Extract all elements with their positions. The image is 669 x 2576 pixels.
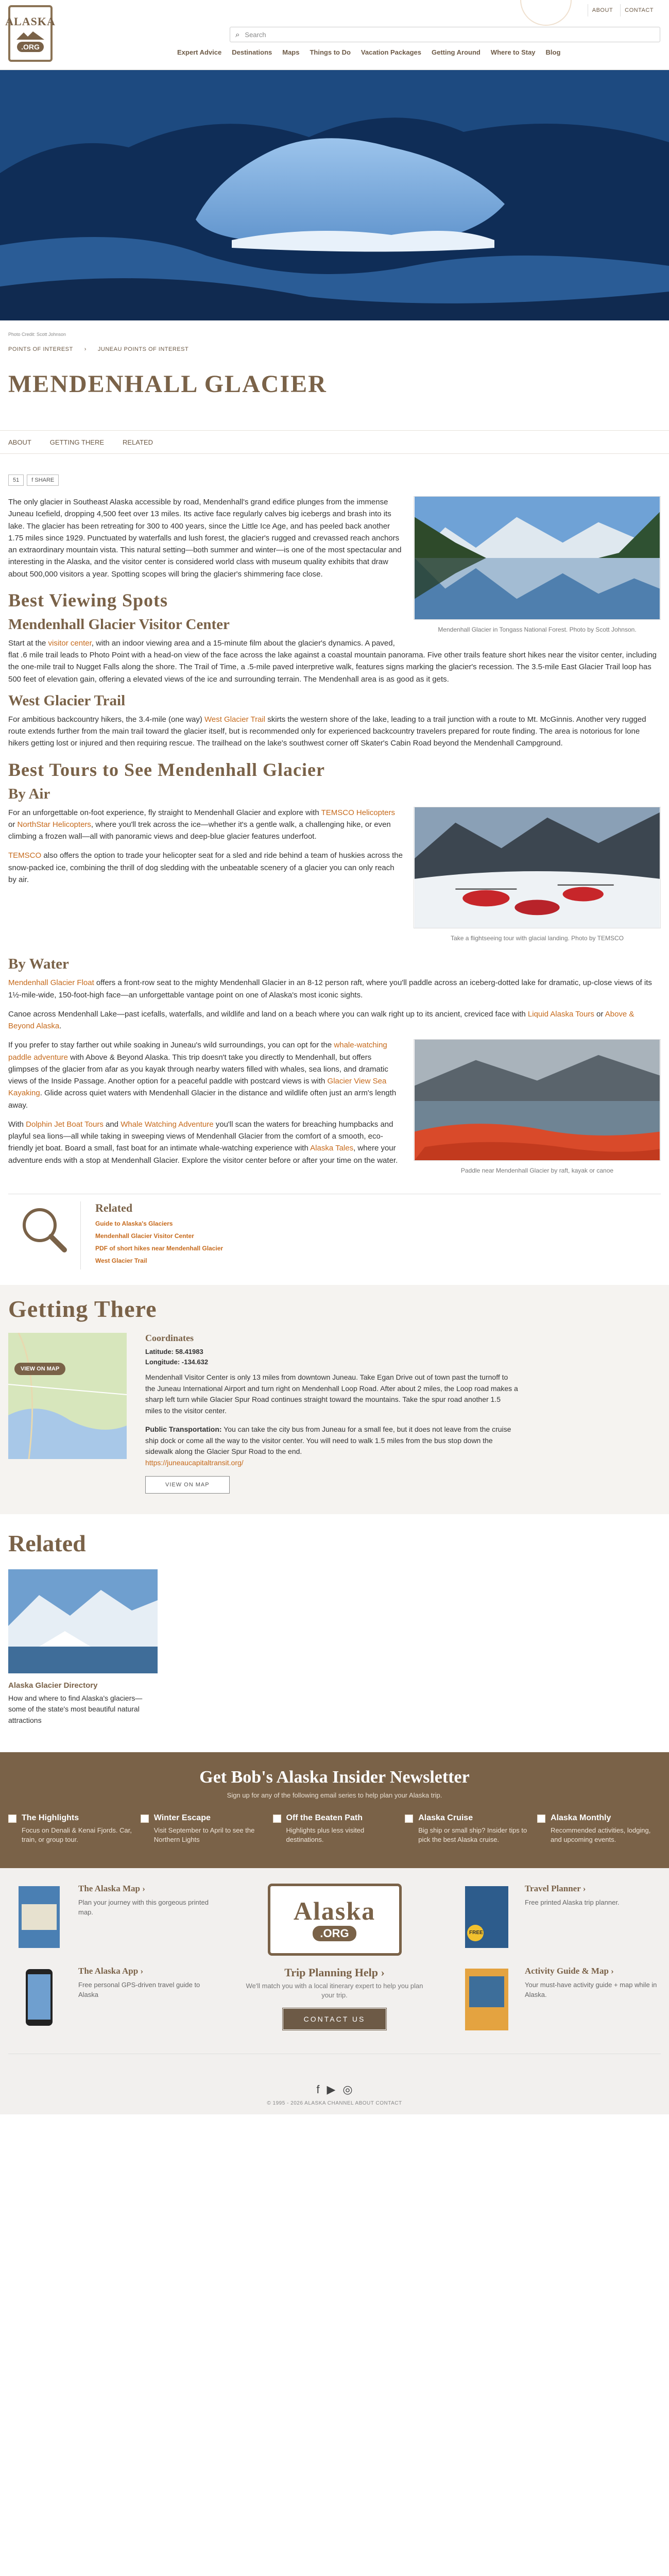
northstar-link[interactable]: NorthStar Helicopters [17, 820, 91, 829]
copyright: © 1995 - 2026 ALASKA CHANNEL ABOUT CONTACT [267, 2100, 402, 2107]
nav-where-to-stay[interactable]: Where to Stay [490, 48, 536, 56]
share-bar [0, 454, 669, 496]
mini-map[interactable] [8, 1333, 127, 1459]
facebook-icon[interactable]: f [316, 2083, 320, 2096]
logo-bottom: .ORG [17, 42, 44, 52]
footer-logo-bottom: .ORG [313, 1926, 356, 1941]
tours-heading: Best Tours to See Mendenhall Glacier [8, 759, 325, 780]
intro-paragraph: The only glacier in Southeast Alaska accessible by road, Mendenhall's grand edifice plunges from the immense Juneau Icefield, dropping 4,500 feet over 13 miles. Its active face regularly calves big icebergs and brash into its lake. The glacier has been retreating for 300 to 400 years, since the Little Ice Age, and has peeled back another 1.75 miles since 1929. Punctuated by waterfalls and lush forest, the glacier's rugged and crevassed reach anchors an extraordinary mountain vista. This natural setting—both summer and winter—is one of the most spectacular and interesting in the Alaska, and the visitor center is considered world class with museum quality exhibits that draw about 500,000 visitors a year. Spotting scopes will bring the glacier's shimmering face close. [8, 498, 402, 579]
text: or [594, 1009, 605, 1019]
app-title: The Alaska App › [78, 1966, 144, 1976]
site-logo[interactable] [5, 5, 56, 62]
footer-center [242, 1884, 427, 2048]
guide-text: Your must-have activity guide + map while in Alaska. [525, 1981, 657, 1998]
getting-there-title: Getting There [8, 1296, 157, 1323]
header-emblem [520, 0, 572, 26]
coordinates-title: Coordinates [145, 1333, 194, 1344]
footer-right [455, 1884, 661, 2048]
breadcrumb-points-of-interest[interactable]: POINTS OF INTEREST [8, 346, 73, 352]
facebook-icon: f [31, 477, 35, 483]
west-glacier-heading: West Glacier Trail [8, 692, 126, 709]
text: If you prefer to stay farther out while soaking in Juneau's wild surroundings, you can opt for the [8, 1041, 334, 1050]
main-nav [177, 48, 560, 56]
option-title: Alaska Cruise [418, 1813, 473, 1822]
planner-thumbnail [455, 1884, 517, 1951]
related-links [80, 1201, 223, 1269]
page-tabs [0, 430, 669, 454]
search-icon: ⌕ [235, 30, 240, 39]
site-footer [0, 1868, 669, 2114]
nav-blog[interactable]: Blog [545, 48, 561, 56]
related-link-hikes-pdf[interactable]: PDF of short hikes near Mendenhall Glacier [95, 1245, 224, 1252]
transit-directions [145, 1424, 518, 1469]
newsletter-option[interactable] [8, 1814, 132, 1844]
text: . [59, 1022, 62, 1031]
option-title: The Highlights [22, 1813, 79, 1822]
text: , with an indoor viewing area and a 15-minute film about the glacier's dynamics. A paved, flat .6 mile trail leads to Photo Point with a head-on view of the face across the lake against a coastal mountain panorama. Five other trails feature short hikes near the visitor center, including the one-mile trail to Nugget Falls along the shore. The Trail of Time, a .5-mile paved interpretive walk, features signs marking the glacier's recession. The 3.5-mile East Glacier Trail loop has 500 feet of elevation gain, offering a elevated views of the ice and surrounding terrain. The Mendenhall area is as good as it gets. [8, 638, 657, 684]
getting-there-text [127, 1333, 518, 1494]
temsco-link[interactable]: TEMSCO Helicopters [321, 808, 395, 817]
text: and [103, 1120, 121, 1129]
nav-getting-around[interactable]: Getting Around [432, 48, 481, 56]
coordinates [145, 1347, 518, 1367]
option-text: Big ship or small ship? Insider tips to pick the best Alaska cruise. [418, 1826, 527, 1843]
text: with Above & Beyond Alaska. This trip doesn't take you directly to Mendenhall, but offers glimpses of the glacier from afar as you kayak through nearby waters filled with whales, sea lions, and dramatic views of the Inside Passage. Another option for a peaceful paddle with postcard views is with [8, 1053, 388, 1086]
whale-watching-link[interactable]: Whale Watching Adventure [121, 1120, 214, 1129]
share-count: 51 [8, 474, 24, 486]
text: you'll scan the waters for breaching humpbacks and playful sea lions—all while taking in sweeping views of Mendenhall Glacier from the comfort of a smooth, eco-friendly jet boat. Board a small, fast boat for an intimate whale-watching experience with [8, 1120, 393, 1153]
water-paragraph-2 [8, 1008, 661, 1032]
footer-map-promo[interactable] [8, 1884, 214, 1951]
text: , where your adventure ends with a stop at Mendenhall Glacier. Explore the visitor center before or after your time on the water. [8, 1144, 398, 1165]
related-link-visitor-center[interactable]: Mendenhall Glacier Visitor Center [95, 1232, 194, 1240]
trip-text: We'll match you with a local itinerary expert to help you plan your trip. [246, 1982, 423, 1999]
text: Start at the [8, 638, 48, 648]
related-link-glaciers-guide[interactable]: Guide to Alaska's Glaciers [95, 1220, 173, 1228]
footer-logo-top: Alaska [293, 1896, 376, 1926]
related-box [8, 1194, 661, 1269]
contact-us-button[interactable]: CONTACT US [283, 2008, 387, 2030]
checkbox[interactable] [273, 1815, 281, 1823]
nav-things-to-do[interactable]: Things to Do [310, 48, 351, 56]
related-section [0, 1514, 669, 1752]
text: also offers the option to trade your helicopter seat for a sled and ride behind a team of huskies across the snow-packed ice, combining the thrill of dog sledding with the unbeatable scenery of a glacier you can only reach by air. [8, 851, 403, 884]
planner-text: Free printed Alaska trip planner. [525, 1899, 620, 1907]
glacier-figure [414, 496, 661, 637]
helicopter-photo [414, 807, 661, 928]
newsletter-section [0, 1752, 669, 1868]
tab-related[interactable]: RELATED [123, 438, 153, 446]
newsletter-option[interactable] [405, 1814, 528, 1844]
option-title: Winter Escape [153, 1813, 211, 1822]
article-body [0, 496, 669, 1269]
footer-app-promo[interactable] [8, 1966, 214, 2033]
map-view-button[interactable]: VIEW ON MAP [14, 1363, 65, 1375]
top-links [588, 4, 658, 16]
newsletter-option[interactable] [141, 1814, 264, 1844]
share-button[interactable] [27, 474, 59, 486]
option-title: Off the Beaten Path [286, 1813, 363, 1822]
glacier-float-link[interactable]: Mendenhall Glacier Float [8, 978, 94, 988]
text: skirts the western shore of the lake, leading to a trail junction with a route to Mt. McGinnis. Another very rugged route extends further from the main trail toward the glacier itself, but is recommended only for experienced backcountry travelers prepared for route finding. The area is notorious for lone hikers getting lost or injured and then requiring rescue. The trailhead on the lake's southwest corner off Skater's Cabin Road beyond the Mendenhall Campground. [8, 715, 646, 748]
option-title: Alaska Monthly [551, 1813, 611, 1822]
map-illustration [8, 1333, 127, 1459]
footer-logo[interactable] [268, 1884, 402, 1956]
free-badge: FREE [469, 1930, 483, 1936]
planner-title: Travel Planner › [525, 1884, 586, 1894]
helicopter-caption: Take a flightseeing tour with glacial landing. Photo by TEMSCO [451, 934, 624, 942]
newsletter-title: Get Bob's Alaska Insider Newsletter [199, 1767, 470, 1787]
glacier-view-kayak-link[interactable]: Glacier View Sea Kayaking [8, 1077, 387, 1098]
share-label: SHARE [35, 477, 55, 483]
nav-maps[interactable]: Maps [282, 48, 300, 56]
text: , where you'll trek across the ice—whether it's a gentle walk, a challenging hike, or even climbing a frozen wall—all with panoramic views and deep-blue glacier features underfoot. [8, 820, 391, 841]
glacier-lake-photo [414, 496, 661, 620]
trip-planning [242, 1966, 427, 2030]
dolphin-jet-link[interactable]: Dolphin Jet Boat Tours [26, 1120, 104, 1129]
nav-destinations[interactable]: Destinations [232, 48, 272, 56]
map-text: Plan your journey with this gorgeous printed map. [78, 1899, 209, 1916]
guide-thumbnail [455, 1966, 517, 2033]
site-header [0, 0, 669, 70]
related-card-text: How and where to find Alaska's glaciers— some of the state's most beautiful natural attractions [8, 1693, 143, 1724]
checkbox[interactable] [537, 1815, 545, 1823]
app-text: Free personal GPS-driven travel guide to Alaska [78, 1981, 200, 1998]
about-link[interactable]: ABOUT [588, 4, 617, 16]
viewing-heading: Best Viewing Spots [8, 589, 168, 611]
drive-directions: Mendenhall Visitor Center is only 13 miles from downtown Juneau. Take Egan Drive out of town past the turnoff to the Juneau International Airport and turn right on Mendenhall Loop Road. After about 2 miles, the Loop road makes a sharp left turn while Glacier Spur Road continues straight toward the mountains. Take the spur road another 1.5 miles to the visitor center. [145, 1373, 518, 1415]
checkbox[interactable] [405, 1815, 413, 1823]
hero-image [0, 70, 669, 320]
liquid-alaska-link[interactable]: Liquid Alaska Tours [527, 1009, 594, 1019]
latitude: Latitude: 58.41983 [145, 1348, 203, 1356]
newsletter-option[interactable] [273, 1814, 397, 1844]
text: For an unforgettable on-foot experience, fly straight to Mendenhall Glacier and explore with [8, 808, 321, 817]
nav-vacation-packages[interactable]: Vacation Packages [361, 48, 421, 56]
logo-top: ALASKA [5, 15, 56, 28]
above-beyond-link[interactable]: Above & Beyond Alaska [8, 1009, 634, 1031]
social-links [8, 2054, 661, 2100]
helicopter-figure [414, 807, 661, 946]
page-title: MENDENHALL GLACIER [8, 370, 327, 398]
glacier-directory-photo [8, 1569, 158, 1673]
breadcrumb-separator: › [84, 346, 87, 352]
transit-link[interactable]: https://juneaucapitaltransit.org/ [145, 1458, 244, 1467]
related-card-title: Alaska Glacier Directory [8, 1681, 98, 1690]
youtube-icon[interactable]: ▶ [327, 2083, 336, 2096]
checkbox[interactable] [141, 1815, 149, 1823]
logo-mountain-icon [16, 30, 44, 40]
visitor-center-link[interactable]: visitor center [48, 638, 92, 648]
text: For ambitious backcountry hikers, the 3.4-mile (one way) [8, 715, 204, 724]
nav-expert-advice[interactable]: Expert Advice [177, 48, 222, 56]
guide-title: Activity Guide & Map › [525, 1966, 614, 1976]
instagram-icon[interactable]: ◎ [342, 2083, 353, 2096]
text: With [8, 1120, 26, 1129]
search-input[interactable] [230, 27, 660, 42]
checkbox[interactable] [8, 1815, 16, 1823]
map-thumbnail [8, 1884, 70, 1951]
tab-getting-there[interactable]: GETTING THERE [49, 438, 105, 446]
related-card[interactable] [8, 1569, 158, 1726]
breadcrumb [0, 340, 669, 359]
visitor-center-heading: Mendenhall Glacier Visitor Center [8, 616, 230, 633]
newsletter-option[interactable] [537, 1814, 661, 1844]
option-text: Visit September to April to see the Northern Lights [153, 1826, 255, 1843]
water-paragraph-1 [8, 977, 661, 1001]
text: offers a front-row seat to the mighty Mendenhall Glacier in an 8-12 person raft, where you'll paddle across an iceberg-dotted lake for dramatic, up-close views of its 1½-mile-wide, 150-foot-high face—an unforgettable vantage point on one of Alaska's most iconic sights. [8, 978, 652, 999]
ice-cave-illustration [0, 70, 669, 320]
hero-photo-credit: Photo Credit: Scott Johnson [8, 332, 66, 337]
text: Canoe across Mendenhall Lake—past icefalls, waterfalls, and wildlife and land on a beach where you can walk right up to its ancient, creviced face with [8, 1009, 528, 1019]
contact-link[interactable]: CONTACT [620, 4, 658, 16]
raft-caption: Paddle near Mendenhall Glacier by raft, kayak or canoe [460, 1167, 614, 1175]
trip-title[interactable]: Trip Planning Help › [284, 1966, 385, 1979]
related-search-icon [8, 1201, 80, 1258]
text: You can take the city bus from Juneau for a small fee, but it does not leave from the cruise ship dock or come all the way to the visitor center. You will need to walk 1.5 miles from the bus stop down the sidewalk along the Glacier Spur Road to the end. [145, 1425, 511, 1456]
text: or [8, 820, 18, 829]
option-text: Recommended activities, lodging, and upcoming events. [551, 1826, 651, 1843]
footer-planner-promo[interactable] [455, 1884, 661, 1951]
visitor-center-paragraph [8, 637, 661, 685]
by-water-heading: By Water [8, 956, 69, 973]
raft-photo [414, 1039, 661, 1161]
transit-label: Public Transportation: [145, 1425, 222, 1433]
text: . Glide across quiet waters with Mendenhall Glacier in the distance and wildlife often just an arm's length away. [8, 1089, 397, 1110]
related-link-west-glacier[interactable]: West Glacier Trail [95, 1257, 147, 1265]
west-glacier-link[interactable]: West Glacier Trail [204, 715, 266, 724]
alaska-tales-link[interactable]: Alaska Tales [310, 1144, 354, 1153]
by-air-heading: By Air [8, 785, 50, 802]
whale-paddle-link[interactable]: whale-watching paddle adventure [8, 1041, 387, 1062]
breadcrumb-juneau-poi[interactable]: JUNEAU POINTS OF INTEREST [97, 346, 189, 352]
getting-there-section [0, 1285, 669, 1514]
longitude: Longitude: -134.632 [145, 1358, 209, 1366]
raft-figure [414, 1039, 661, 1178]
related-box-title: Related [95, 1201, 133, 1215]
option-text: Focus on Denali & Kenai Fjords. Car, train, or group tour. [22, 1826, 132, 1843]
search-placeholder: Search [245, 30, 266, 39]
newsletter-subtitle: Sign up for any of the following email series to help plan your Alaska trip. [227, 1791, 442, 1799]
tab-about[interactable]: ABOUT [8, 438, 31, 446]
footer-left [8, 1884, 214, 2048]
west-glacier-paragraph [8, 714, 661, 750]
app-thumbnail [8, 1966, 70, 2033]
temsco-sled-link[interactable]: TEMSCO [8, 851, 42, 860]
map-title: The Alaska Map › [78, 1884, 145, 1894]
view-on-map-button[interactable]: VIEW ON MAP [145, 1476, 230, 1494]
glacier-caption: Mendenhall Glacier in Tongass National Forest. Photo by Scott Johnson. [438, 626, 637, 633]
option-text: Highlights plus less visited destinations. [286, 1826, 365, 1843]
related-title: Related [8, 1530, 86, 1556]
footer-guide-promo[interactable] [455, 1966, 661, 2033]
